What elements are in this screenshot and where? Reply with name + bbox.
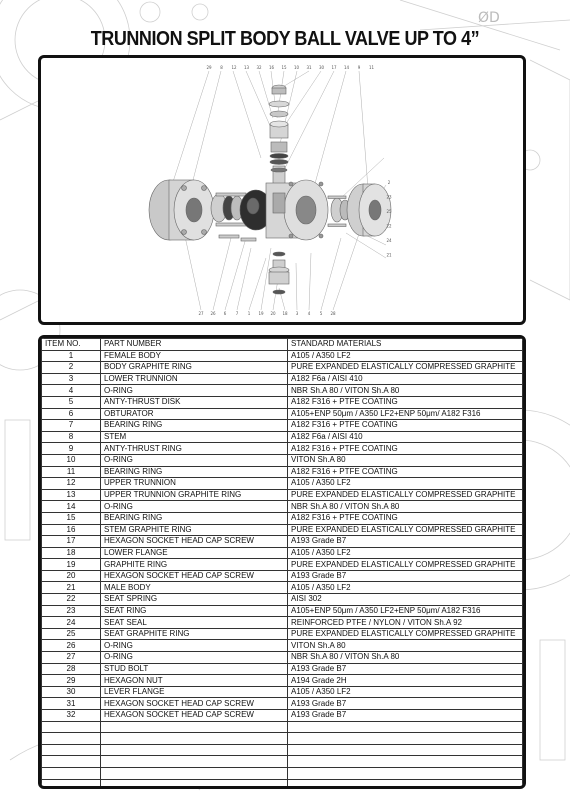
- callout-label: 14: [343, 65, 350, 70]
- material-cell: A193 Grade B7: [288, 663, 523, 675]
- table-row: [42, 512, 523, 524]
- part-number-cell: BEARING RING: [101, 420, 288, 432]
- table-row: [42, 652, 523, 664]
- table-row: [42, 779, 523, 789]
- material-cell: AISI 302: [288, 594, 523, 606]
- table-header-row: [42, 339, 523, 351]
- item-no-cell: 4: [42, 385, 101, 397]
- table-row: [42, 675, 523, 687]
- female-body: [266, 180, 328, 240]
- material-cell: VITON Sh.A 80: [288, 640, 523, 652]
- material-cell: [288, 779, 523, 789]
- material-cell: A105 / A350 LF2: [288, 478, 523, 490]
- item-no-cell: [42, 733, 101, 745]
- material-cell: [288, 721, 523, 733]
- callout-label: 19: [258, 311, 264, 316]
- part-number-cell: OBTURATOR: [101, 408, 288, 420]
- parts-list-panel: [38, 335, 526, 789]
- callout-label: 31: [306, 65, 312, 70]
- part-number-cell: GRAPHITE RING: [101, 559, 288, 571]
- item-no-cell: 9: [42, 443, 101, 455]
- part-number-cell: BEARING RING: [101, 512, 288, 524]
- item-no-cell: [42, 721, 101, 733]
- table-row: [42, 489, 523, 501]
- material-cell: A105+ENP 50μm / A350 LF2+ENP 50μm/ A182 F316: [288, 408, 523, 420]
- lower-trunnion: [269, 252, 289, 294]
- material-cell: A182 F6a / AISI 410: [288, 431, 523, 443]
- right-seat-parts: [328, 196, 350, 227]
- bottom-callout-row: [198, 311, 336, 316]
- part-number-cell: LOWER TRUNNION: [101, 373, 288, 385]
- parts-list-table: [41, 338, 523, 789]
- material-cell: VITON Sh.A 80: [288, 454, 523, 466]
- table-row: [42, 408, 523, 420]
- callout-label: 6: [223, 311, 227, 316]
- material-cell: A182 F316 + PTFE COATING: [288, 420, 523, 432]
- item-no-cell: 11: [42, 466, 101, 478]
- part-number-cell: SEAT GRAPHITE RING: [101, 628, 288, 640]
- table-row: [42, 628, 523, 640]
- callout-label: 16: [268, 65, 275, 70]
- callout-label: 29: [206, 65, 212, 70]
- part-number-cell: FEMALE BODY: [101, 350, 288, 362]
- table-row: [42, 478, 523, 490]
- part-number-cell: O-RING: [101, 501, 288, 513]
- material-cell: [288, 767, 523, 779]
- item-no-cell: 23: [42, 605, 101, 617]
- table-row: [42, 385, 523, 397]
- callout-label: 21: [386, 252, 392, 258]
- table-row: [42, 454, 523, 466]
- item-no-cell: 14: [42, 501, 101, 513]
- item-no-cell: 18: [42, 547, 101, 559]
- part-number-cell: LEVER FLANGE: [101, 686, 288, 698]
- table-row: [42, 362, 523, 374]
- material-cell: A193 Grade B7: [288, 570, 523, 582]
- table-row: [42, 420, 523, 432]
- male-body: [149, 180, 214, 240]
- item-no-cell: 12: [42, 478, 101, 490]
- part-number-cell: [101, 767, 288, 779]
- page-title: TRUNNION SPLIT BODY BALL VALVE UP TO 4”: [90, 28, 480, 50]
- material-cell: PURE EXPANDED ELASTICALLY COMPRESSED GRAPHITE: [288, 628, 523, 640]
- callout-label: 13: [243, 65, 250, 70]
- item-no-cell: [42, 779, 101, 789]
- material-cell: A105+ENP 50μm / A350 LF2+ENP 50μm/ A182 F316: [288, 605, 523, 617]
- part-number-cell: [101, 721, 288, 733]
- material-cell: [288, 744, 523, 756]
- part-number-cell: SEAT SPRING: [101, 594, 288, 606]
- part-number-cell: STEM: [101, 431, 288, 443]
- material-cell: [288, 733, 523, 745]
- table-row: [42, 605, 523, 617]
- item-no-cell: 5: [42, 396, 101, 408]
- part-number-cell: UPPER TRUNNION GRAPHITE RING: [101, 489, 288, 501]
- part-number-cell: STEM GRAPHITE RING: [101, 524, 288, 536]
- item-no-cell: 30: [42, 686, 101, 698]
- material-cell: PURE EXPANDED ELASTICALLY COMPRESSED GRAPHITE: [288, 559, 523, 571]
- item-no-cell: 27: [42, 652, 101, 664]
- part-number-cell: [101, 744, 288, 756]
- part-number-cell: O-RING: [101, 385, 288, 397]
- table-row: [42, 710, 523, 722]
- table-row: [42, 617, 523, 629]
- item-no-cell: 32: [42, 710, 101, 722]
- item-no-cell: [42, 756, 101, 768]
- part-number-cell: HEXAGON SOCKET HEAD CAP SCREW: [101, 536, 288, 548]
- table-row: [42, 594, 523, 606]
- table-row: [42, 721, 523, 733]
- material-cell: A182 F316 + PTFE COATING: [288, 396, 523, 408]
- part-number-cell: O-RING: [101, 454, 288, 466]
- part-number-cell: BEARING RING: [101, 466, 288, 478]
- item-no-cell: 26: [42, 640, 101, 652]
- header-item-no: ITEM NO.: [42, 339, 101, 351]
- callout-label: 27: [198, 311, 204, 316]
- parts-list-body: [42, 350, 523, 789]
- callout-label: 7: [235, 311, 239, 316]
- table-row: [42, 744, 523, 756]
- callout-label: 5: [319, 311, 323, 316]
- material-cell: [288, 756, 523, 768]
- part-number-cell: O-RING: [101, 652, 288, 664]
- item-no-cell: 10: [42, 454, 101, 466]
- material-cell: A182 F316 + PTFE COATING: [288, 466, 523, 478]
- table-row: [42, 698, 523, 710]
- callout-label: 2: [387, 180, 391, 185]
- table-row: [42, 536, 523, 548]
- exploded-view-drawing: [41, 58, 523, 322]
- top-callout-row: [206, 65, 374, 70]
- header-standard-materials: STANDARD MATERIALS: [288, 339, 523, 351]
- material-cell: A193 Grade B7: [288, 698, 523, 710]
- item-no-cell: 13: [42, 489, 101, 501]
- callout-label: 32: [256, 65, 262, 70]
- callout-label: 15: [281, 65, 287, 70]
- callout-label: 1: [247, 311, 251, 316]
- corner-label: ØD: [478, 10, 500, 26]
- part-number-cell: HEXAGON SOCKET HEAD CAP SCREW: [101, 710, 288, 722]
- part-number-cell: HEXAGON SOCKET HEAD CAP SCREW: [101, 698, 288, 710]
- item-no-cell: 1: [42, 350, 101, 362]
- callout-label: 12: [231, 65, 237, 70]
- item-no-cell: 24: [42, 617, 101, 629]
- material-cell: A182 F6a / AISI 410: [288, 373, 523, 385]
- part-number-cell: SEAT SEAL: [101, 617, 288, 629]
- table-row: [42, 570, 523, 582]
- table-row: [42, 431, 523, 443]
- item-no-cell: [42, 767, 101, 779]
- material-cell: A105 / A350 LF2: [288, 350, 523, 362]
- part-number-cell: HEXAGON SOCKET HEAD CAP SCREW: [101, 570, 288, 582]
- table-row: [42, 443, 523, 455]
- material-cell: NBR Sh.A 80 / VITON Sh.A 80: [288, 501, 523, 513]
- material-cell: A105 / A350 LF2: [288, 547, 523, 559]
- callout-label: 28: [330, 311, 336, 316]
- callout-label: 18: [282, 311, 288, 316]
- table-row: [42, 524, 523, 536]
- table-row: [42, 582, 523, 594]
- table-row: [42, 396, 523, 408]
- header-part-number: PART NUMBER: [101, 339, 288, 351]
- item-no-cell: 22: [42, 594, 101, 606]
- table-row: [42, 733, 523, 745]
- item-no-cell: 29: [42, 675, 101, 687]
- table-row: [42, 663, 523, 675]
- callout-label: 9: [357, 65, 361, 70]
- part-number-cell: LOWER FLANGE: [101, 547, 288, 559]
- item-no-cell: 7: [42, 420, 101, 432]
- material-cell: A182 F316 + PTFE COATING: [288, 443, 523, 455]
- callout-label: 3: [295, 311, 299, 316]
- table-row: [42, 501, 523, 513]
- callout-label: 10: [293, 65, 300, 70]
- part-number-cell: ANTY-THRUST RING: [101, 443, 288, 455]
- stem-assembly: [269, 85, 289, 196]
- item-no-cell: 19: [42, 559, 101, 571]
- item-no-cell: 3: [42, 373, 101, 385]
- material-cell: NBR Sh.A 80 / VITON Sh.A 80: [288, 652, 523, 664]
- table-row: [42, 350, 523, 362]
- part-number-cell: [101, 779, 288, 789]
- callout-label: 11: [368, 65, 375, 70]
- table-row: [42, 767, 523, 779]
- item-no-cell: 21: [42, 582, 101, 594]
- item-no-cell: 17: [42, 536, 101, 548]
- material-cell: REINFORCED PTFE / NYLON / VITON Sh.A 92: [288, 617, 523, 629]
- callout-label: 22: [386, 223, 392, 229]
- material-cell: A105 / A350 LF2: [288, 582, 523, 594]
- material-cell: A193 Grade B7: [288, 536, 523, 548]
- item-no-cell: 31: [42, 698, 101, 710]
- part-number-cell: [101, 733, 288, 745]
- part-number-cell: ANTY-THRUST DISK: [101, 396, 288, 408]
- callout-label: 30: [318, 65, 325, 70]
- item-no-cell: 2: [42, 362, 101, 374]
- callout-label: 26: [210, 311, 216, 316]
- material-cell: PURE EXPANDED ELASTICALLY COMPRESSED GRAPHITE: [288, 489, 523, 501]
- callout-label: 24: [386, 238, 392, 243]
- callout-label: 25: [386, 209, 392, 214]
- item-no-cell: 6: [42, 408, 101, 420]
- material-cell: NBR Sh.A 80 / VITON Sh.A 80: [288, 385, 523, 397]
- material-cell: A193 Grade B7: [288, 710, 523, 722]
- callout-label: 23: [386, 194, 392, 200]
- callout-label: 8: [220, 65, 223, 70]
- material-cell: A194 Grade 2H: [288, 675, 523, 687]
- material-cell: A182 F316 + PTFE COATING: [288, 512, 523, 524]
- item-no-cell: 16: [42, 524, 101, 536]
- part-number-cell: O-RING: [101, 640, 288, 652]
- part-number-cell: SEAT RING: [101, 605, 288, 617]
- part-number-cell: STUD BOLT: [101, 663, 288, 675]
- part-number-cell: [101, 756, 288, 768]
- table-row: [42, 559, 523, 571]
- item-no-cell: [42, 744, 101, 756]
- callout-label: 4: [307, 311, 311, 316]
- item-no-cell: 20: [42, 570, 101, 582]
- table-row: [42, 756, 523, 768]
- item-no-cell: 28: [42, 663, 101, 675]
- table-row: [42, 640, 523, 652]
- material-cell: PURE EXPANDED ELASTICALLY COMPRESSED GRAPHITE: [288, 524, 523, 536]
- table-row: [42, 466, 523, 478]
- table-row: [42, 686, 523, 698]
- callout-label: 17: [331, 65, 337, 70]
- material-cell: A105 / A350 LF2: [288, 686, 523, 698]
- item-no-cell: 15: [42, 512, 101, 524]
- callout-label: 20: [270, 311, 276, 316]
- right-flange: [347, 184, 391, 236]
- part-number-cell: HEXAGON NUT: [101, 675, 288, 687]
- part-number-cell: MALE BODY: [101, 582, 288, 594]
- exploded-view-panel: [38, 55, 526, 325]
- item-no-cell: 25: [42, 628, 101, 640]
- table-row: [42, 373, 523, 385]
- part-number-cell: BODY GRAPHITE RING: [101, 362, 288, 374]
- material-cell: PURE EXPANDED ELASTICALLY COMPRESSED GRAPHITE: [288, 362, 523, 374]
- item-no-cell: 8: [42, 431, 101, 443]
- table-row: [42, 547, 523, 559]
- part-number-cell: UPPER TRUNNION: [101, 478, 288, 490]
